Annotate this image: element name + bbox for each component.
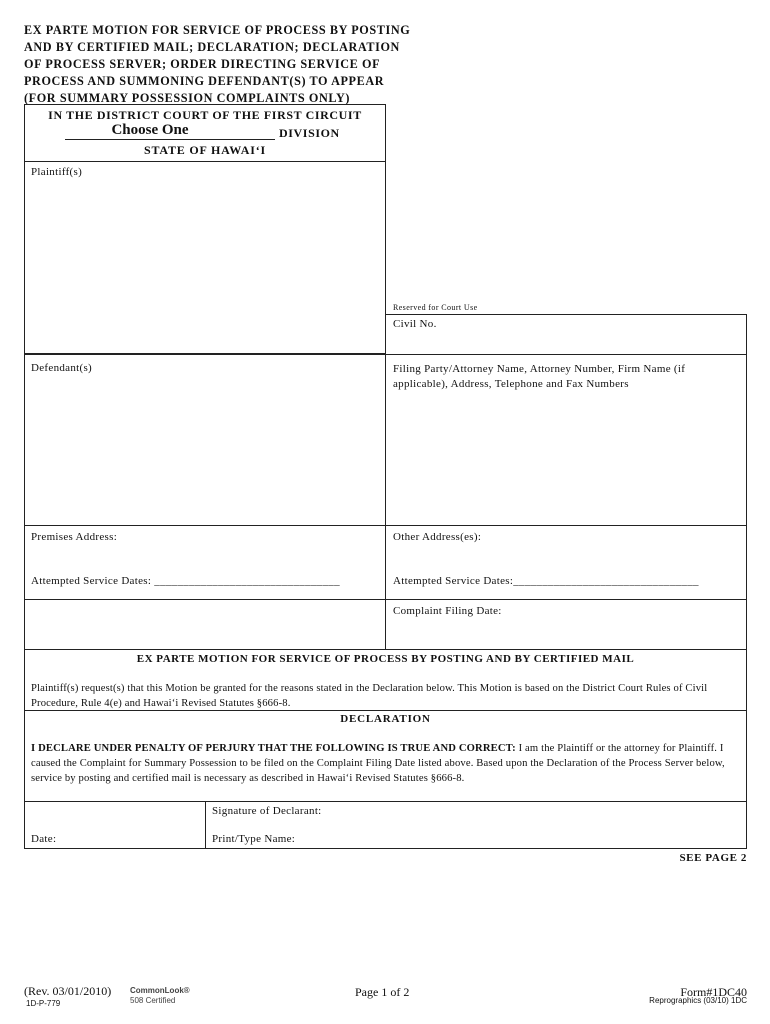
date-label: Date: <box>31 833 57 845</box>
date-cell[interactable] <box>24 801 206 849</box>
motion-section <box>24 649 747 711</box>
revision-date: (Rev. 03/01/2010) <box>24 984 112 998</box>
form-code: 1D-P-779 <box>26 999 61 1008</box>
civil-no-box[interactable] <box>385 314 747 355</box>
motion-body: Plaintiff(s) request(s) that this Motion be granted for the reasons stated in the Declaration below. This Motion is based on the District Court Rules of Civil Procedure, Rule 4(e) and Hawai‘i Revised Statutes §666-8. <box>31 683 708 709</box>
title-line: EX PARTE MOTION FOR SERVICE OF PROCESS BY POSTING <box>24 23 411 37</box>
filing-party-box[interactable] <box>385 354 747 526</box>
signature-cell[interactable] <box>205 801 747 849</box>
other-address-label: Other Address(es): <box>393 531 482 543</box>
other-address-box[interactable] <box>385 525 747 600</box>
certified-label: 508 Certified <box>130 996 176 1005</box>
signature-label: Signature of Declarant: <box>212 805 322 817</box>
title-line: AND BY CERTIFIED MAIL; DECLARATION; DECLARATION <box>24 40 400 54</box>
form-number: Form#1DC40 <box>680 985 747 999</box>
division-label: DIVISION <box>279 126 340 140</box>
reserved-label: Reserved for Court Use <box>393 303 478 312</box>
commonlook-logo: CommonLook® <box>130 986 190 995</box>
defendant-label: Defendant(s) <box>31 362 93 374</box>
attempted-dates-right: Attempted Service Dates:________________________________ <box>393 575 699 587</box>
title-line: OF PROCESS SERVER; ORDER DIRECTING SERVICE OF <box>24 57 381 71</box>
court-header-box <box>24 104 386 162</box>
page-number: Page 1 of 2 <box>355 985 410 999</box>
premises-box[interactable] <box>24 525 386 600</box>
declaration-text: I am the Plaintiff or the attorney for Plaintiff. I caused the Complaint for Summary Possession to be filed on the Complaint Filing Date listed above. Based upon the Declaration of the Process Server below, service by posting and certified mail is necessary as described in Hawai‘i Revised Statutes §666-8. <box>31 743 725 784</box>
declaration-section <box>24 710 747 802</box>
filing-party-label: Filing Party/Attorney Name, Attorney Number, Firm Name (if applicable), Address, Telephone and Fax Numbers <box>393 363 686 390</box>
title-line: (FOR SUMMARY POSSESSION COMPLAINTS ONLY) <box>24 91 351 105</box>
motion-heading: EX PARTE MOTION FOR SERVICE OF PROCESS BY POSTING AND BY CERTIFIED MAIL <box>136 653 635 665</box>
declaration-lead: I DECLARE UNDER PENALTY OF PERJURY THAT THE FOLLOWING IS TRUE AND CORRECT: <box>31 743 516 754</box>
title-line: PROCESS AND SUMMONING DEFENDANT(S) TO APPEAR <box>24 74 385 88</box>
declaration-body <box>31 741 739 786</box>
complaint-date-box[interactable] <box>385 599 747 650</box>
declaration-heading: DECLARATION <box>340 713 431 725</box>
division-select[interactable] <box>65 123 275 140</box>
court-name: IN THE DISTRICT COURT OF THE FIRST CIRCUIT <box>48 108 362 122</box>
plaintiff-label: Plaintiff(s) <box>31 166 83 178</box>
attempted-dates-left: Attempted Service Dates: ________________________________ <box>31 575 340 587</box>
division-select-value: Choose One <box>111 122 189 138</box>
see-page-note: SEE PAGE 2 <box>679 852 747 864</box>
defendant-box[interactable] <box>24 354 386 526</box>
reprographics-label: Reprographics (03/10) 1DC <box>649 996 747 1005</box>
civil-no-label: Civil No. <box>393 318 437 330</box>
complaint-date-label: Complaint Filing Date: <box>393 605 502 617</box>
document-title <box>24 22 464 107</box>
premises-label: Premises Address: <box>31 531 118 543</box>
state-name: STATE OF HAWAIʻI <box>144 143 266 157</box>
plaintiff-box[interactable] <box>24 161 386 354</box>
print-name-label: Print/Type Name: <box>212 833 296 845</box>
blank-cell <box>24 599 386 650</box>
